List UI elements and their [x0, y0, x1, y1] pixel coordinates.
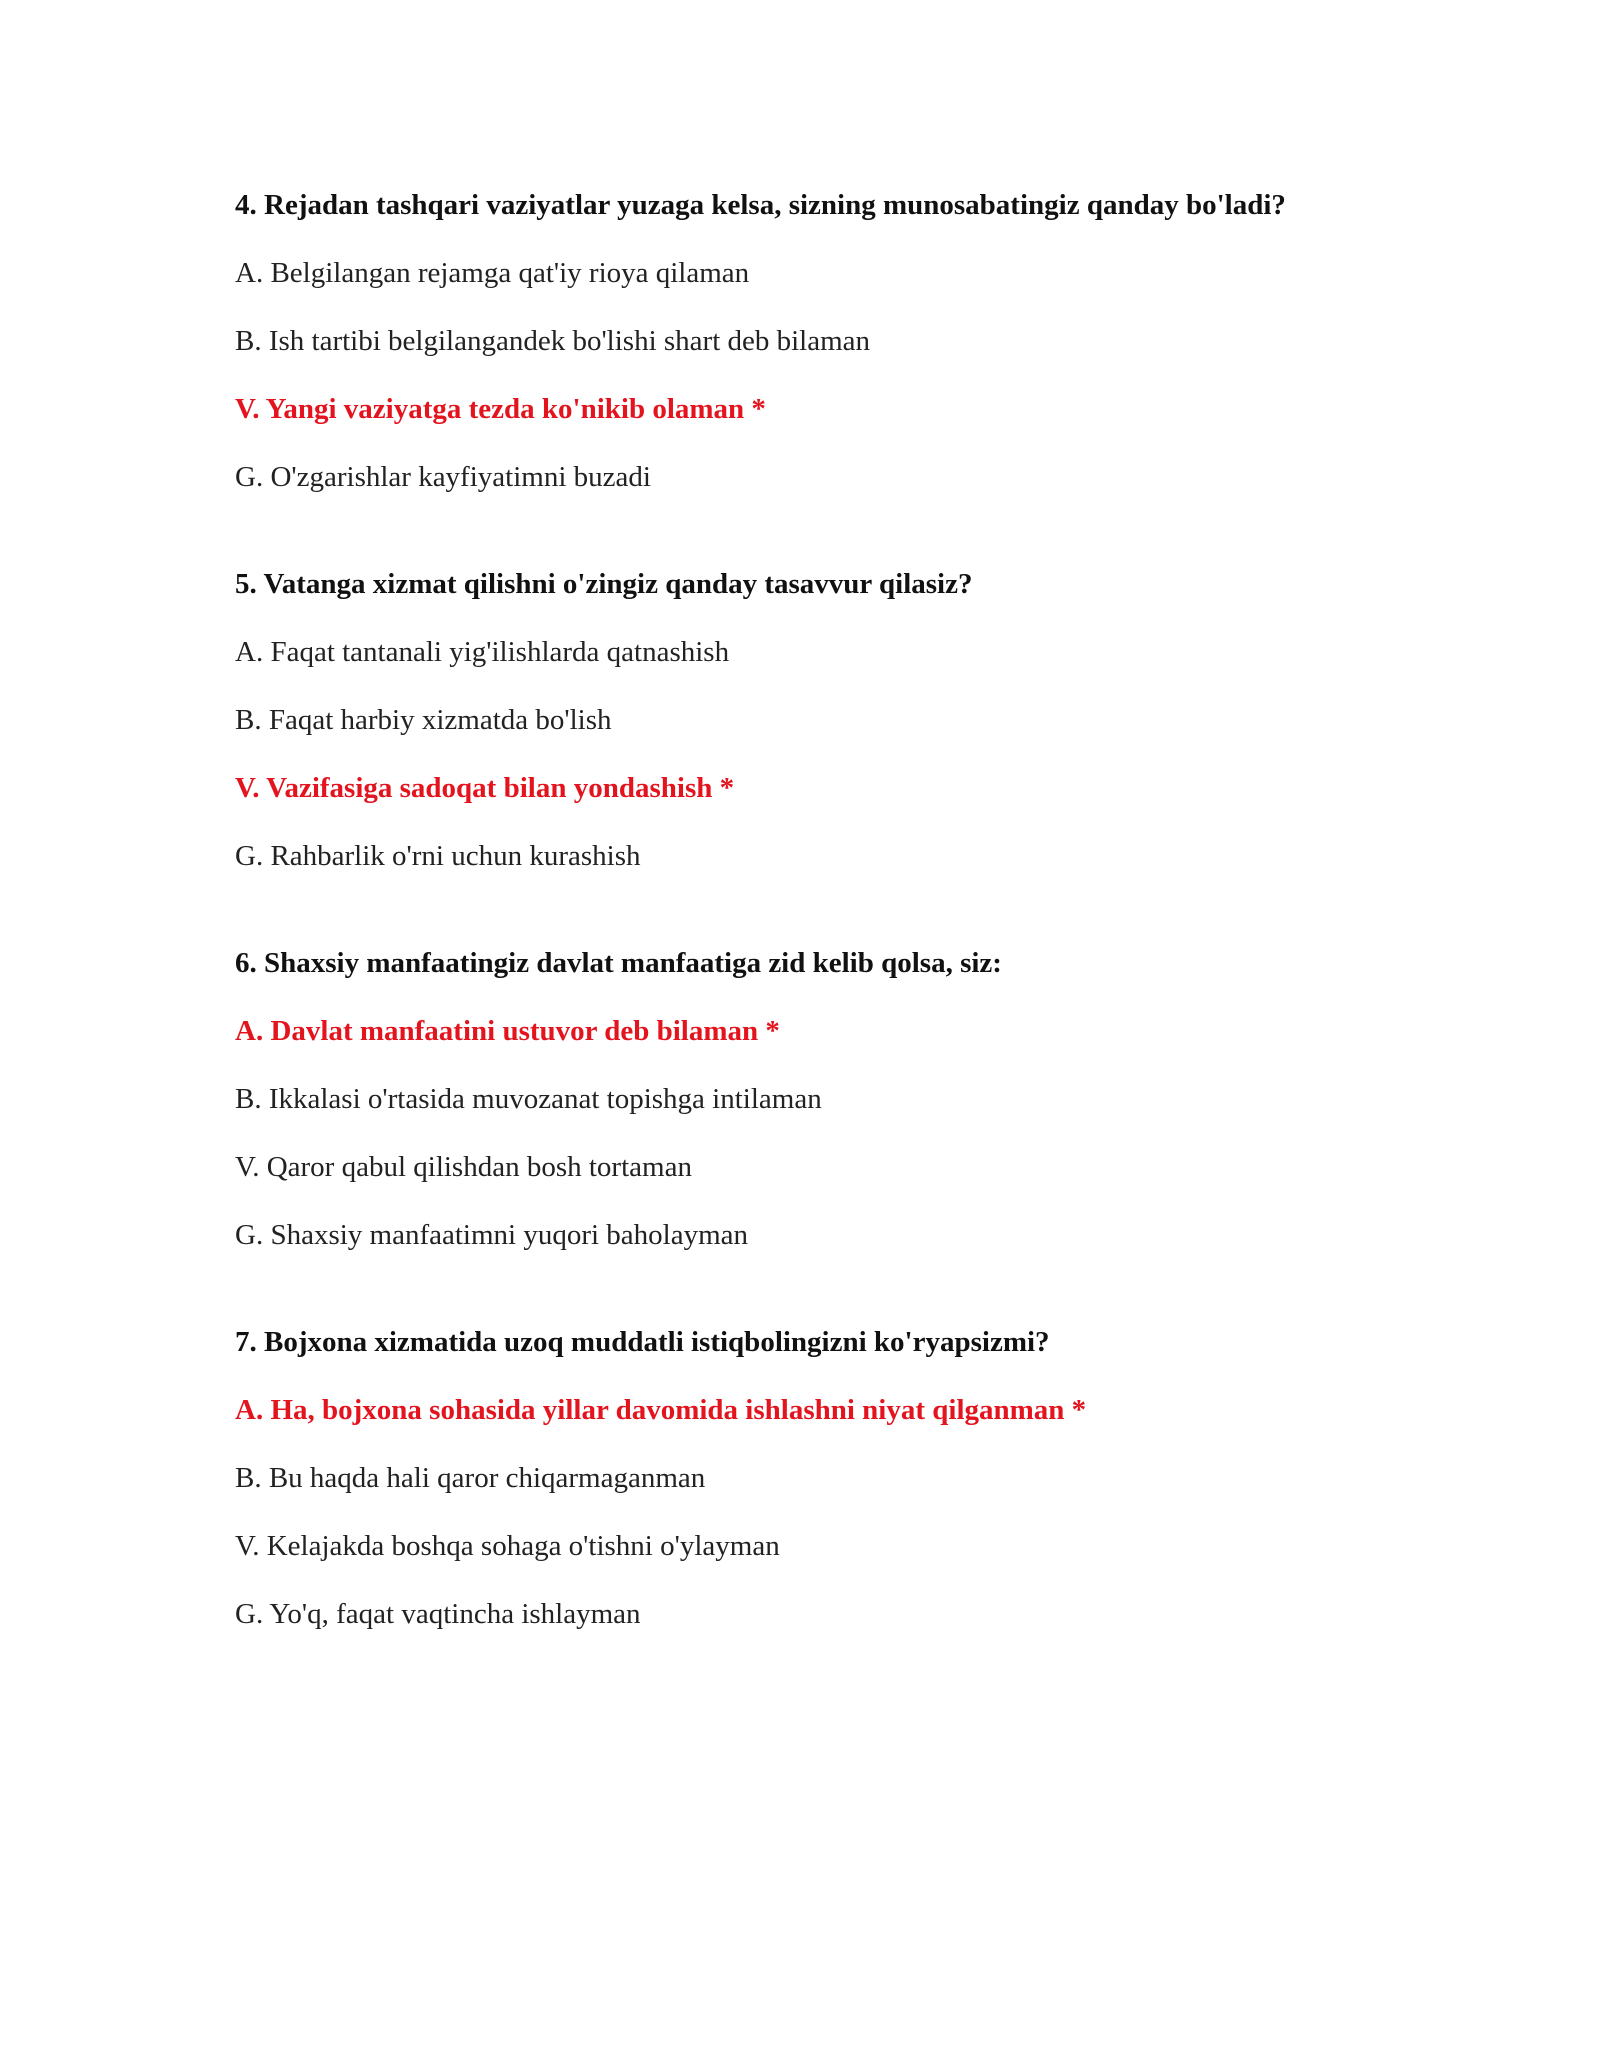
question-text: 4. Rejadan tashqari vaziyatlar yuzaga kelsa, sizning munosabatingiz qanday bo'ladi? — [235, 189, 1286, 221]
option-v-correct: V. Vazifasiga sadoqat bilan yondashish * — [235, 772, 735, 804]
option-a-correct: A. Davlat manfaatini ustuvor deb bilaman * — [235, 1015, 780, 1047]
option-a: A. Belgilangan rejamga qat'iy rioya qilaman — [235, 257, 750, 289]
option-g: G. Rahbarlik o'rni uchun kurashish — [235, 840, 641, 872]
option-b: B. Ikkalasi o'rtasida muvozanat topishga intilaman — [235, 1083, 822, 1115]
option-g: G. O'zgarishlar kayfiyatimni buzadi — [235, 461, 651, 493]
question-text: 5. Vatanga xizmat qilishni o'zingiz qanday tasavvur qilasiz? — [235, 568, 973, 600]
document-page — [235, 185, 1375, 1701]
question-4 — [235, 185, 1375, 497]
question-7 — [235, 1322, 1375, 1634]
option-v-correct: V. Yangi vaziyatga tezda ko'nikib olaman * — [235, 393, 766, 425]
option-v: V. Qaror qabul qilishdan bosh tortaman — [235, 1151, 692, 1183]
option-b: B. Ish tartibi belgilangandek bo'lishi shart deb bilaman — [235, 325, 871, 357]
question-6 — [235, 943, 1375, 1255]
option-v: V. Kelajakda boshqa sohaga o'tishni o'ylayman — [235, 1530, 780, 1562]
option-b: B. Faqat harbiy xizmatda bo'lish — [235, 704, 612, 736]
option-g: G. Shaxsiy manfaatimni yuqori baholayman — [235, 1219, 749, 1251]
question-5 — [235, 564, 1375, 876]
option-b: B. Bu haqda hali qaror chiqarmaganman — [235, 1462, 706, 1494]
question-text: 7. Bojxona xizmatida uzoq muddatli istiqbolingizni ko'ryapsizmi? — [235, 1326, 1050, 1358]
option-g: G. Yo'q, faqat vaqtincha ishlayman — [235, 1598, 641, 1630]
question-text: 6. Shaxsiy manfaatingiz davlat manfaatiga zid kelib qolsa, siz: — [235, 947, 1002, 979]
option-a: A. Faqat tantanali yig'ilishlarda qatnashish — [235, 636, 730, 668]
option-a-correct: A. Ha, bojxona sohasida yillar davomida ishlashni niyat qilganman * — [235, 1394, 1087, 1426]
